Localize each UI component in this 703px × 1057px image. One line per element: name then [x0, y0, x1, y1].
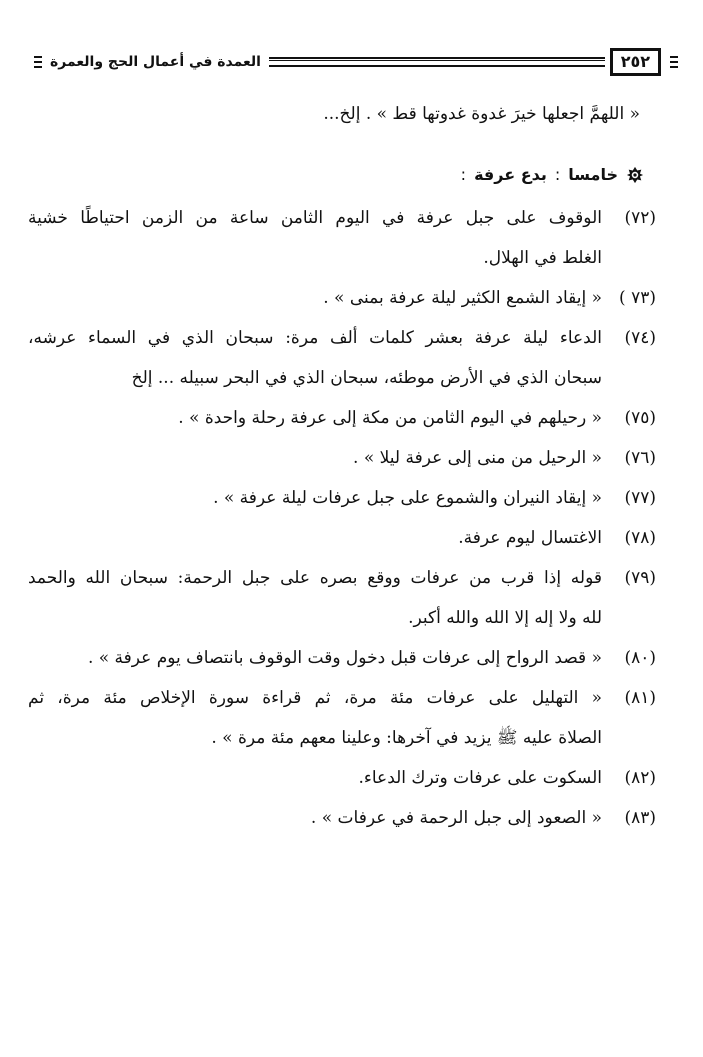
item-number: (٨٣)	[624, 808, 656, 828]
item-text	[48, 798, 602, 838]
item-line: « التهليل على عرفات مئة مرة، ثم قراءة سورة الإخلاص مئة مرة، ثم	[28, 688, 602, 708]
item-line: « إيقاد النيران والشموع على جبل عرفات ليلة عرفة » .	[213, 488, 602, 508]
item-number: (٧٦)	[624, 448, 656, 468]
item-text	[48, 518, 602, 558]
item-text	[48, 758, 602, 798]
item-number: (٨٠)	[624, 648, 656, 668]
item-line: سبحان الذي في الأرض موطئه، سبحان الذي في البحر سبيله ... إلخ	[131, 368, 602, 388]
item-line: الاغتسال ليوم عرفة.	[458, 528, 602, 548]
list-item-75	[48, 398, 656, 438]
list-item-80	[48, 638, 656, 678]
item-text	[28, 198, 602, 278]
item-text	[48, 438, 602, 478]
item-line: « الصعود إلى جبل الرحمة في عرفات » .	[310, 808, 602, 828]
page-number: ٢٥٢	[611, 49, 660, 75]
item-line: لله ولا إله إلا الله والله أكبر.	[408, 608, 602, 628]
item-number: (٨١)	[624, 688, 656, 708]
list-item-82	[48, 758, 656, 798]
innovation-list	[28, 198, 656, 838]
list-item-76	[48, 438, 656, 478]
page-header	[30, 42, 678, 82]
item-number: (٧٤)	[624, 328, 656, 348]
item-number: (٧٩)	[624, 568, 656, 588]
page-content	[28, 94, 656, 838]
item-number: (٧٢)	[624, 208, 656, 228]
item-line: الدعاء ليلة عرفة بعشر كلمات ألف مرة: سبحان الذي في السماء عرشه،	[28, 328, 602, 348]
item-line: السكوت على عرفات وترك الدعاء.	[358, 768, 602, 788]
item-number: (٧٧)	[624, 488, 656, 508]
header-rule	[269, 57, 605, 67]
item-line: الصلاة عليه ﷺ يزيد في آخرها: وعلينا معهم مئة مرة » .	[211, 728, 602, 748]
list-item-72	[28, 198, 656, 278]
section-heading	[48, 158, 646, 192]
list-item-81	[28, 678, 656, 758]
item-text	[48, 398, 602, 438]
section-end: :	[460, 165, 467, 184]
item-line: « رحيلهم في اليوم الثامن من مكة إلى عرفة رحلة واحدة » .	[178, 408, 602, 428]
list-item-73	[48, 278, 656, 318]
header-end-mark	[670, 56, 678, 68]
list-item-78	[48, 518, 656, 558]
item-number: (٧٣ )	[619, 288, 656, 308]
item-line: « قصد الرواح إلى عرفات قبل دخول وقت الوقوف بانتصاف يوم عرفة » .	[87, 648, 602, 668]
item-number: (٨٢)	[624, 768, 656, 788]
closing-line: « اللهمَّ اجعلها خيرَ غدوة غدوتها قط » . إلخ...	[323, 104, 640, 124]
section-separator: :	[554, 165, 561, 184]
item-number: (٧٥)	[624, 408, 656, 428]
item-line: الوقوف على جبل عرفة في اليوم الثامن ساعة من الزمن احتياطًا خشية	[28, 208, 602, 228]
item-number: (٧٨)	[624, 528, 656, 548]
section-title: بدع عرفة	[474, 165, 547, 184]
list-item-83	[48, 798, 656, 838]
item-line: قوله إذا قرب من عرفات ووقع بصره على جبل الرحمة: سبحان الله والحمد	[28, 568, 602, 588]
section-prefix: خامسا	[568, 165, 618, 184]
list-item-74	[28, 318, 656, 398]
book-title: العمدة في أعمال الحج والعمرة	[50, 54, 261, 70]
list-item-79	[28, 558, 656, 638]
item-line: الغلط في الهلال.	[483, 248, 602, 268]
ornament-icon	[626, 166, 644, 184]
header-start-mark	[34, 56, 42, 68]
item-text	[28, 558, 602, 638]
item-line: « إيقاد الشمع الكثير ليلة عرفة بمنى » .	[323, 288, 602, 308]
item-text	[48, 638, 602, 678]
item-line: « الرحيل من منى إلى عرفة ليلا » .	[353, 448, 602, 468]
item-text	[48, 278, 602, 318]
item-text	[48, 478, 602, 518]
list-item-77	[48, 478, 656, 518]
item-text	[28, 678, 602, 758]
item-text	[28, 318, 602, 398]
